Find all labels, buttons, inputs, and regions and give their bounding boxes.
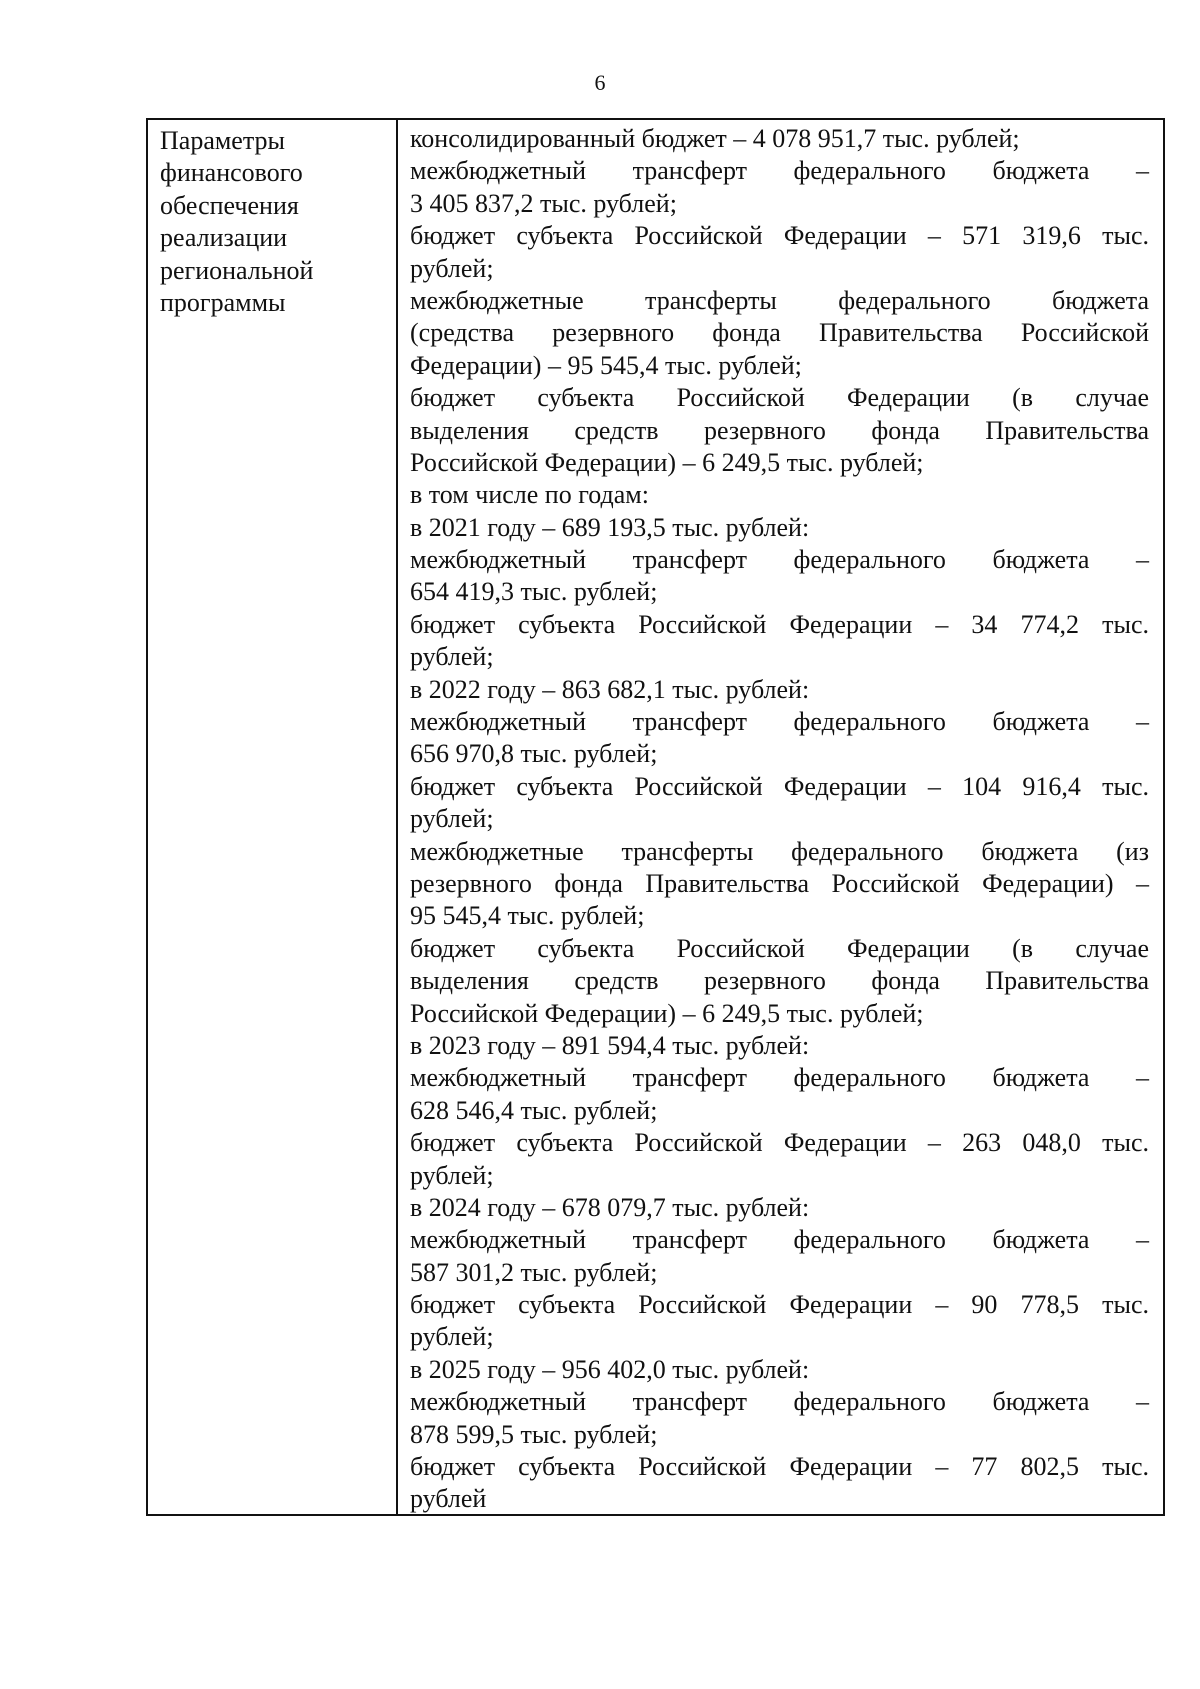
parameter-value-line: межбюджетные трансферты федерального бюджета (из <box>410 836 1149 866</box>
parameter-value-line: межбюджетный трансферт федерального бюджета – <box>410 1225 1149 1255</box>
parameter-value-line: межбюджетный трансферт федерального бюджета – <box>410 707 1149 737</box>
parameter-name-line: Параметры <box>160 126 285 155</box>
parameter-value-line: бюджет субъекта Российской Федерации – 263 048,0 тыс. <box>410 1128 1149 1158</box>
parameter-value-line: 878 599,5 тыс. рублей; <box>410 1419 658 1449</box>
parameters-table <box>146 118 1165 1516</box>
parameter-value-line: межбюджетные трансферты федерального бюджета <box>410 285 1149 315</box>
parameter-value-cell <box>398 120 1163 1514</box>
parameter-value-line: рублей <box>410 1484 487 1514</box>
parameter-name-cell <box>148 120 398 1514</box>
parameter-name-line: реализации <box>160 223 288 253</box>
parameter-value-line: межбюджетный трансферт федерального бюджета – <box>410 1387 1149 1417</box>
parameter-value-line: бюджет субъекта Российской Федерации – 571 319,6 тыс. <box>410 221 1149 251</box>
parameter-value-line: рублей; <box>410 1160 494 1190</box>
parameter-value-line: в том числе по годам: <box>410 480 649 510</box>
parameter-value-line: рублей; <box>410 642 494 672</box>
parameter-value-line: бюджет субъекта Российской Федерации – 77 802,5 тыс. <box>410 1452 1149 1482</box>
parameter-value-line: бюджет субъекта Российской Федерации (в случае <box>410 933 1149 963</box>
parameter-value-line: бюджет субъекта Российской Федерации – 90 778,5 тыс. <box>410 1290 1149 1320</box>
parameter-name-line: программы <box>160 287 286 317</box>
parameter-value-line: 656 970,8 тыс. рублей; <box>410 739 658 769</box>
parameter-value-line: консолидированный бюджет – 4 078 951,7 тыс. рублей; <box>410 124 1020 153</box>
parameter-value-line: 654 419,3 тыс. рублей; <box>410 577 658 607</box>
parameter-value-line: 628 546,4 тыс. рублей; <box>410 1095 658 1125</box>
parameter-value-line: межбюджетный трансферт федерального бюджета – <box>410 156 1149 186</box>
parameter-value-line: межбюджетный трансферт федерального бюджета – <box>410 545 1149 575</box>
parameter-name-line: финансового <box>160 158 303 188</box>
parameter-name-line: региональной <box>160 255 314 285</box>
parameter-value-line: 3 405 837,2 тыс. рублей; <box>410 188 677 218</box>
parameter-value-line: рублей; <box>410 804 494 834</box>
parameter-value-line: межбюджетный трансферт федерального бюджета – <box>410 1063 1149 1093</box>
parameter-value-line: в 2023 году – 891 594,4 тыс. рублей: <box>410 1030 810 1060</box>
parameter-value-line: рублей; <box>410 253 494 283</box>
parameter-value-line: бюджет субъекта Российской Федерации (в случае <box>410 383 1149 413</box>
parameter-value-line: резервного фонда Правительства Российской Федерации) – <box>410 868 1149 898</box>
parameter-value-line: в 2022 году – 863 682,1 тыс. рублей: <box>410 674 810 704</box>
page-number: 6 <box>594 70 606 95</box>
parameter-value-line: (средства резервного фонда Правительства Российской <box>410 318 1149 348</box>
parameter-value-line: Федерации) – 95 545,4 тыс. рублей; <box>410 350 802 380</box>
parameter-value-line: бюджет субъекта Российской Федерации – 34 774,2 тыс. <box>410 609 1149 639</box>
parameter-value-line: 95 545,4 тыс. рублей; <box>410 901 645 931</box>
parameter-value-line: в 2021 году – 689 193,5 тыс. рублей: <box>410 512 810 542</box>
parameter-value-line: бюджет субъекта Российской Федерации – 104 916,4 тыс. <box>410 771 1149 801</box>
parameter-value-line: в 2025 году – 956 402,0 тыс. рублей: <box>410 1354 810 1384</box>
parameter-name-line: обеспечения <box>160 190 299 220</box>
parameter-value-line: в 2024 году – 678 079,7 тыс. рублей: <box>410 1192 810 1222</box>
parameter-value-line: Российской Федерации) – 6 249,5 тыс. рублей; <box>410 998 924 1028</box>
parameter-value-line: выделения средств резервного фонда Правительства <box>410 415 1149 445</box>
parameter-value-line: Российской Федерации) – 6 249,5 тыс. рублей; <box>410 447 924 477</box>
parameter-value-line: рублей; <box>410 1322 494 1352</box>
parameter-value-line: 587 301,2 тыс. рублей; <box>410 1257 658 1287</box>
parameter-value-line: выделения средств резервного фонда Правительства <box>410 966 1149 996</box>
